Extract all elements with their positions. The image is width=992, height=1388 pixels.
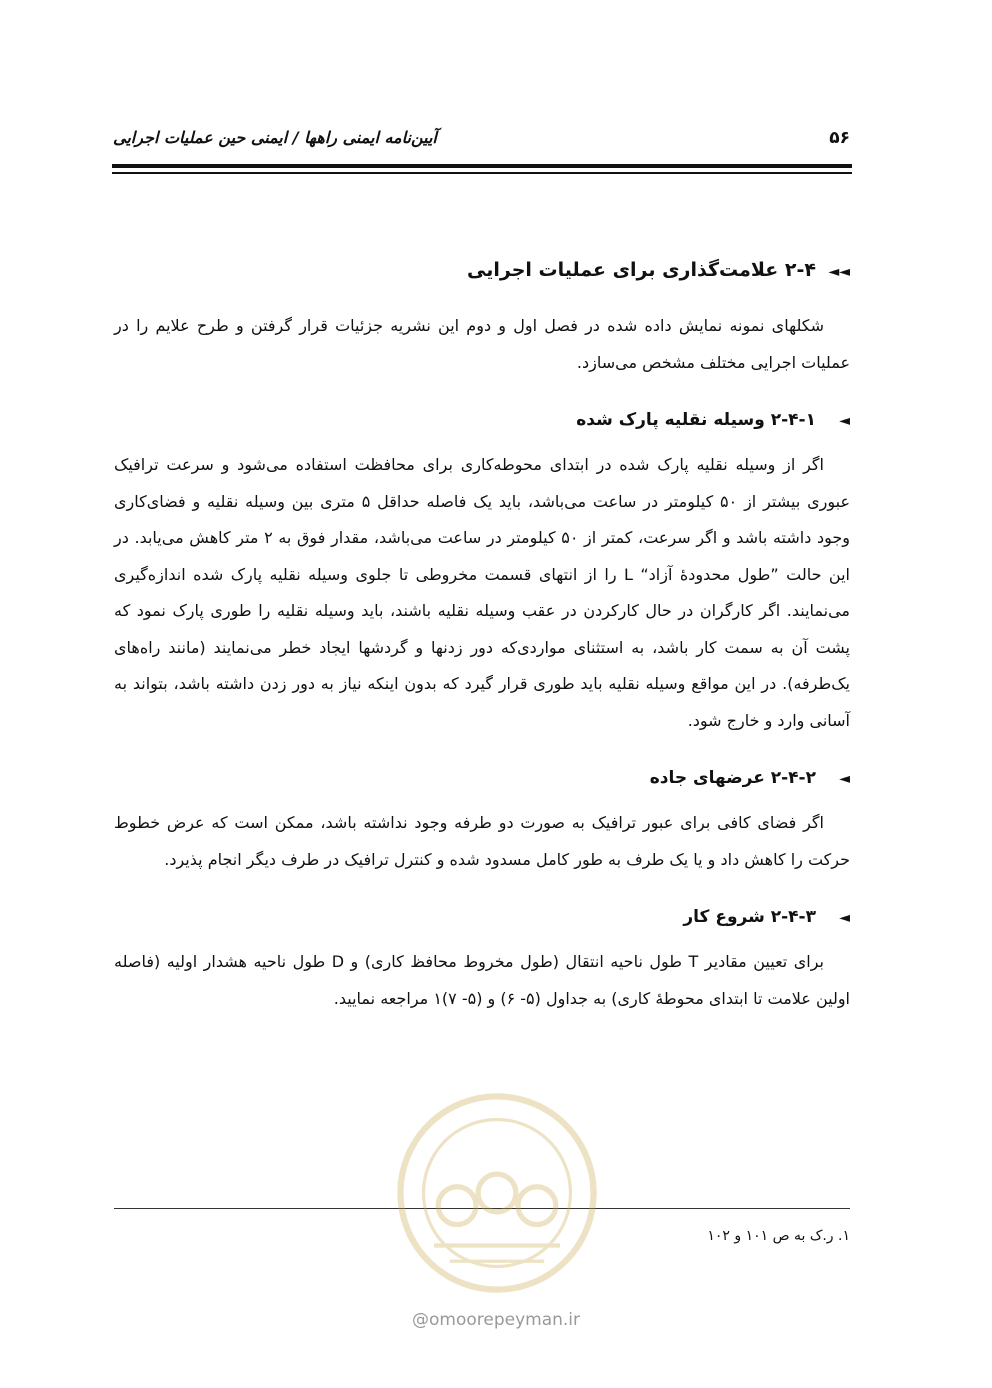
section-heading	[114, 252, 850, 292]
watermark-text: @omoorepeyman.ir	[411, 1310, 581, 1330]
double-arrow-icon: ◄◄	[828, 264, 850, 280]
section-title: ۲-۴ علامت‌گذاری برای عملیات اجرایی	[467, 259, 816, 281]
arrow-icon: ◄	[839, 771, 850, 787]
header-rule-thick	[112, 164, 852, 168]
subsection-body: اگر از وسیله نقلیه پارک شده در ابتدای محوطه‌کاری برای محافظت استفاده می‌شود و سرعت ترافیک عبوری بیشتر از ۵۰ کیلومتر در ساعت می‌باشد، باید یک فاصله حداقل ۵ متری بین وسیله نقلیه و فضای‌کاری وجود داشته باشد و اگر سرعت، کمتر از ۵۰ کیلومتر در ساعت می‌باشد، مقدار فوق به ۲ متر کاهش می‌یابد. در این حالت ”طول محدودهٔ آزاد“ L را از انتهای قسمت مخروطی تا جلوی وسیله نقلیه پارک شده اندازه‌گیری می‌نمایند. اگر کارگران در حال کارکردن در عقب وسیله نقلیه باشند، باید وسیله نقلیه را طوری پارک نمود که پشت آن به سمت کار باشد، به استثنای مواردی‌که دور زدنها و گردشها ایجاد خطر می‌نمایند (مانند راه‌های یک‌طرفه). در این مواقع وسیله نقلیه باید طوری قرار گیرد که بدون اینکه نیاز به دور زدن داشته باشد، بتواند به آسانی وارد و خارج شود.	[114, 455, 851, 730]
footnote: ۱. ر.ک به ص ۱۰۱ و ۱۰۲	[707, 1228, 850, 1244]
arrow-icon: ◄	[839, 413, 850, 429]
subsection-title: ۲-۴-۳ شروع کار	[683, 907, 816, 927]
subsection-body: برای تعیین مقادیر T طول ناحیه انتقال (طول مخروط محافظ کاری) و D طول ناحیه هشدار اولیه (فاصله اولین علامت تا ابتدای محوطهٔ کاری) به جداول (۵- ۶) و (۵- ۷)۱ مراجعه نمایید.	[114, 952, 850, 1008]
running-title: آیین‌نامه ایمنی راهها / ایمنی حین عملیات اجرایی	[113, 128, 437, 147]
arrow-icon: ◄	[839, 910, 850, 926]
header-rule-thin	[112, 172, 852, 174]
running-header	[113, 128, 850, 158]
watermark-seal-icon	[392, 1088, 602, 1298]
subsection-heading-3	[114, 900, 850, 934]
subsection-heading-1	[114, 403, 850, 437]
main-content	[114, 252, 850, 1039]
subsection-title: ۲-۴-۲ عرضهای جاده	[649, 768, 816, 788]
subsection-body: اگر فضای کافی برای عبور ترافیک به صورت دو طرفه وجود نداشته باشد، ممکن است که عرض خطوط حرکت را کاهش داد و یا یک طرف به طور کامل مسدود شده و کنترل ترافیک در طرف دیگر انجام پذیرد.	[114, 813, 850, 869]
section-intro: شکلهای نمونه نمایش داده شده در فصل اول و دوم این نشریه جزئیات قرار گرفتن و طرح علایم را در عملیات اجرایی مختلف مشخص می‌سازد.	[114, 316, 850, 372]
subsection-heading-2	[114, 761, 850, 795]
page-number: ۵۶	[829, 128, 850, 148]
subsection-title: ۲-۴-۱ وسیله نقلیه پارک شده	[576, 410, 816, 430]
